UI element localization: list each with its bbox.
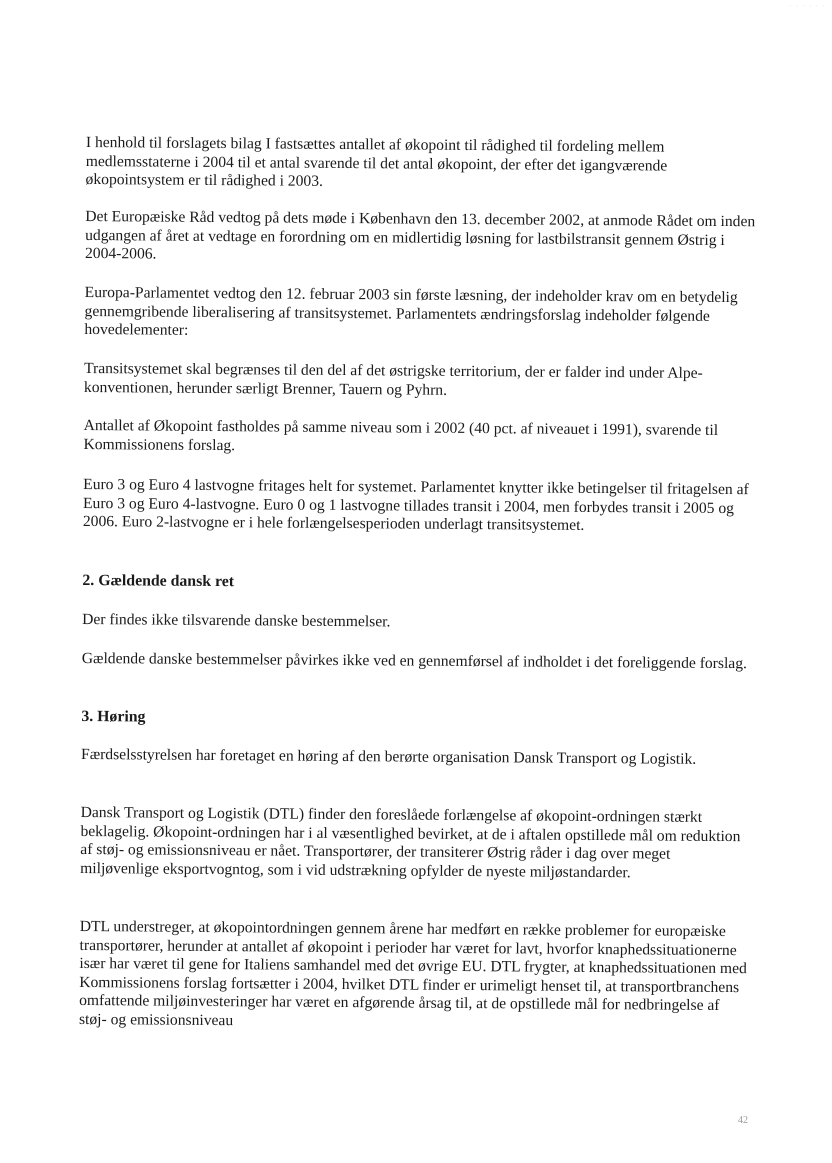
paragraph-text: DTL understreger, at økopointordningen gennem årene har medført en række problemer for europæiske transportører, herunder at antallet af økopoint i perioder har været for lavt, hvorfor knaphedssituationerne især har været til gene for Italiens samhandel med det øvrige EU. DTL frygter, at knaphedssituationen med Kommissionens forslag fortsætter i 2004, hvilket DTL finder er urimeligt henset til, at transportbranchens omfattende miljøinvesteringer har været en afgørende årsag til, at de opstillede mål for nedbringelse af støj- og emissionsniveau <box>78 917 747 1029</box>
paragraph-text: Transitsystemet skal begrænses til den del af det østrigske territorium, der er falder ind under Alpe-konventionen, herunder særligt Brenner, Tauern og Pyhrn. <box>83 359 703 399</box>
paragraph-text: Der findes ikke tilsvarende danske bestemmelser. <box>82 610 391 631</box>
section-heading: 2. Gældende dansk ret <box>82 571 235 591</box>
paragraph-euro-lastvogne <box>83 476 753 537</box>
page-number: 42 <box>738 1115 748 1126</box>
paragraph-text: Gældende danske bestemmelser påvirkes ikke ved en gennemførsel af indholdet i det foreliggende forslag. <box>81 649 748 673</box>
paragraph-text: Europa-Parlamentet vedtog den 12. februar 2003 sin første læsning, der indeholder krav om en betydelig gennemgribende liberalisering af transitsystemet. Parlamentets ændringsforslag indeholder følgende hovedelementer: <box>84 283 738 339</box>
paragraph-text: Euro 3 og Euro 4 lastvogne fritages helt for systemet. Parlamentet knytter ikke betingelser til fritagelsen af Euro 3 og Euro 4-lastvogne. Euro 0 og 1 lastvogne tillades transit i 2004, men forbydes transit i 2005 og 2006. Euro 2-lastvogne er i hele forlængelsesperioden underlagt transitsystemet. <box>82 475 749 534</box>
paragraph-oekopoint-antal <box>83 417 753 459</box>
paragraph-text: Antallet af Økopoint fastholdes på samme niveau som i 2002 (40 pct. af niveauet i 1991), svarende til Kommissionens forslag. <box>83 416 719 454</box>
paragraph-bilag <box>86 134 756 195</box>
section-heading: 3. Høring <box>81 707 146 726</box>
paragraph-europaeiske-raad <box>85 208 755 269</box>
section-heading-gaeldende-ret <box>82 572 752 596</box>
paragraph-faerdselsstyrelsen <box>81 746 751 770</box>
scan-artifact: · · · · · · <box>789 2 826 11</box>
paragraph-text: I henhold til forslagets bilag I fastsættes antallet af økopoint til rådighed til fordeling mellem medlemsstaterne i 2004 til et antal svarende til det antal økopoint, der efter det igangværende økopointsystem er til rådighed i 2003. <box>85 133 668 190</box>
paragraph-dtl-finder <box>80 804 751 883</box>
section-heading-hoering <box>81 708 751 732</box>
paragraph-ingen-bestemmelser <box>82 611 752 635</box>
document-body <box>78 128 756 1029</box>
paragraph-dtl-understreger <box>79 918 750 1034</box>
paragraph-europa-parlamentet <box>84 284 754 345</box>
paragraph-text: Dansk Transport og Logistik (DTL) finder den foreslåede forlængelse af økopoint-ordningen stærkt beklagelig. Økopoint-ordningen har i al væsentlighed bevirket, at de i aftalen opstillede mål om reduktion af støj- og emissionsniveau er nået. Transportører, der transiterer Østrig råder i dag over meget miljøvenlige eksportvogntog, som i vid udstrækning opfylder de nyeste miljøstandarder. <box>80 803 741 881</box>
paragraph-paavirkes-ikke <box>82 650 752 674</box>
paragraph-text: Det Europæiske Råd vedtog på dets møde i København den 13. december 2002, at anmode Rådet om inden udgangen af året at vedtage en forordning om en midlertidig løsning for lastbilstransit gennem Østrig i 2004-2006. <box>84 207 756 263</box>
paragraph-transitsystemet <box>84 360 754 402</box>
paragraph-text: Færdselsstyrelsen har foretaget en høring af den berørte organisation Dansk Transport og Logistik. <box>81 745 697 768</box>
